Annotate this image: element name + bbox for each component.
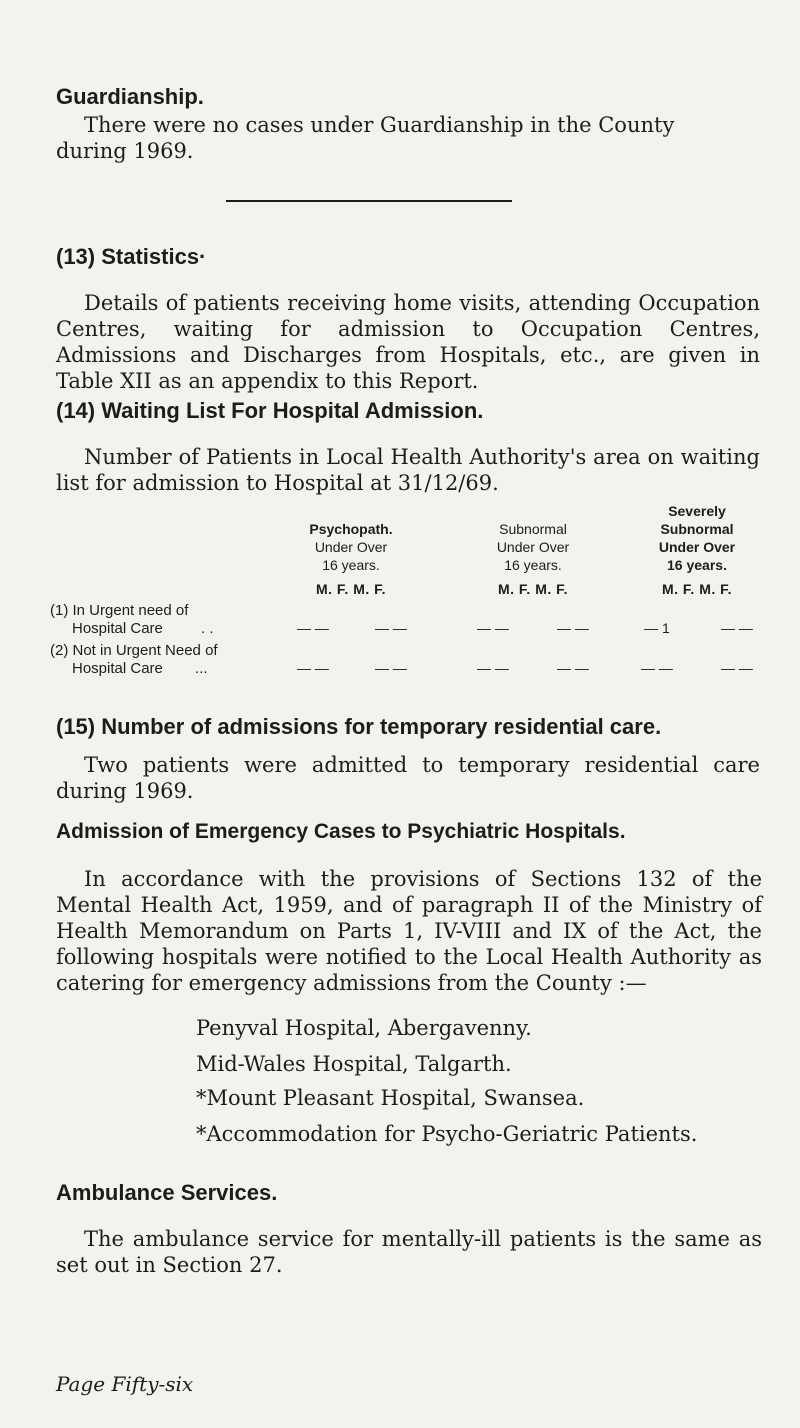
hospital-item: *Accommodation for Psycho-Geriatric Patients. — [196, 1122, 698, 1146]
cell-r1-c5: — 1 — [644, 620, 670, 636]
emergency-text: In accordance with the provisions of Sections 132 of the Mental Health Act, 1959, and of paragraph II of the Ministry of Health Memorandum on Parts 1, IV-VIII and IX of the Act, the following hospitals were notified to the Local Health Authority as catering for emergency admissions from the County :— — [56, 867, 762, 995]
row-label-line-1: (2) Not in Urgent Need of — [50, 642, 218, 659]
row-label-not-urgent — [50, 642, 218, 678]
row-leader: ... — [195, 660, 208, 677]
temporary-care-text: Two patients were admitted to temporary residential care during 1969. — [56, 753, 760, 803]
guardianship-heading: Guardianship. — [56, 84, 204, 109]
temporary-care-heading: (15) Number of admissions for temporary residential care. — [56, 714, 662, 739]
cell-r1-c1: — — — [297, 620, 329, 636]
section-divider — [226, 200, 512, 202]
cell-r1-c3: — — — [477, 620, 509, 636]
col-title: Subnormal — [660, 521, 734, 537]
col-age: 16 years. — [322, 557, 380, 573]
emergency-heading: Admission of Emergency Cases to Psychiatric Hospitals. — [56, 820, 626, 843]
cell-r1-c4: — — — [557, 620, 589, 636]
col-header-severely-subnormal — [622, 502, 772, 598]
col-title: Subnormal — [499, 521, 567, 537]
hospital-item: *Mount Pleasant Hospital, Swansea. — [196, 1086, 585, 1110]
col-sex: M. F. M. F. — [497, 581, 569, 597]
row-label-line-2-wrap — [50, 660, 218, 678]
col-header-psychopath — [276, 520, 426, 598]
statistics-heading: (13) Statistics· — [56, 244, 207, 269]
guardianship-line-2: during 1969. — [56, 139, 194, 163]
row-label-line-2-wrap — [50, 620, 214, 638]
col-under-over: Under Over — [314, 539, 388, 555]
col-header-subnormal — [458, 520, 608, 598]
col-sex: M. F. M. F. — [661, 581, 733, 597]
ambulance-heading: Ambulance Services. — [56, 1180, 278, 1205]
cell-r2-c1: — — — [297, 660, 329, 676]
col-age: 16 years. — [504, 557, 562, 573]
row-label-line-1: (1) In Urgent need of — [50, 602, 189, 619]
col-under-over: Under Over — [496, 539, 570, 555]
row-label-line-2: Hospital Care — [72, 620, 163, 637]
cell-r1-c6: — — — [721, 620, 753, 636]
cell-r1-c2: — — — [375, 620, 407, 636]
cell-r2-c6: — — — [721, 660, 753, 676]
col-title-top: Severely — [668, 503, 726, 519]
col-title: Psychopath. — [309, 521, 393, 537]
row-label-line-2: Hospital Care — [72, 660, 163, 677]
waiting-list-text: Number of Patients in Local Health Authority's area on waiting list for admission to Hospital at 31/12/69. — [56, 445, 760, 495]
statistics-text: Details of patients receiving home visits, attending Occupation Centres, waiting for admission to Occupation Centres, Admissions and Discharges from Hospitals, etc., are given in Table XII as an appendix to this Report. — [56, 291, 760, 393]
waiting-list-heading: (14) Waiting List For Hospital Admission. — [56, 398, 484, 423]
col-age: 16 years. — [667, 557, 727, 573]
cell-r2-c4: — — — [557, 660, 589, 676]
row-leader: . . — [201, 620, 214, 637]
hospital-item: Penyval Hospital, Abergavenny. — [196, 1016, 532, 1040]
cell-r2-c2: — — — [375, 660, 407, 676]
ambulance-text: The ambulance service for mentally-ill patients is the same as set out in Section 27. — [56, 1227, 762, 1277]
hospital-item: Mid-Wales Hospital, Talgarth. — [196, 1052, 512, 1076]
cell-r2-c3: — — — [477, 660, 509, 676]
row-label-urgent — [50, 602, 214, 638]
col-sex: M. F. M. F. — [315, 581, 387, 597]
col-under-over: Under Over — [658, 539, 736, 555]
page-number: Page Fifty-six — [56, 1372, 194, 1396]
guardianship-text — [56, 112, 756, 164]
cell-r2-c5: — — — [641, 660, 673, 676]
guardianship-line-1: There were no cases under Guardianship in the County — [84, 113, 675, 137]
